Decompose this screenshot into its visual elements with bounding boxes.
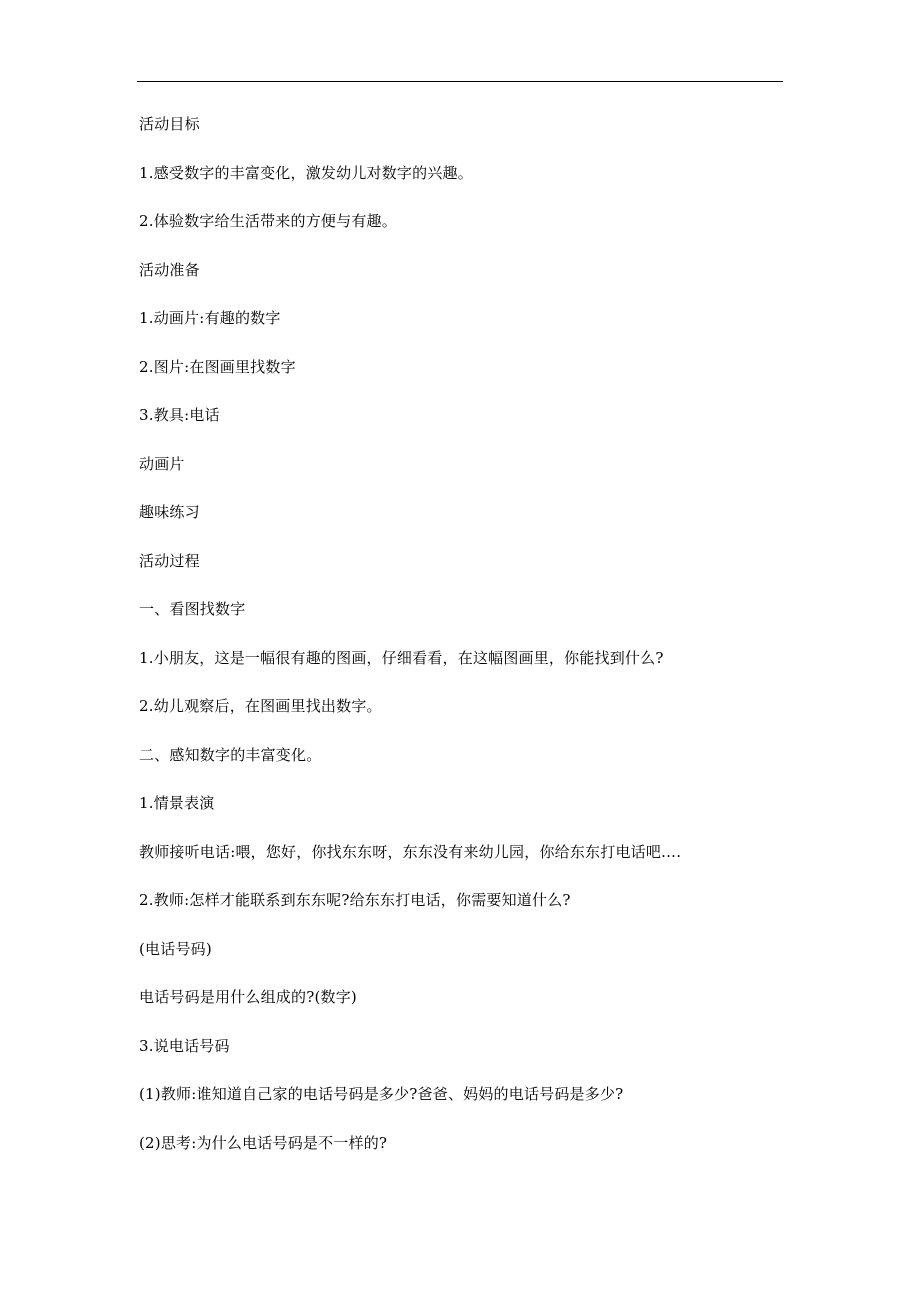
scenario-heading: 1.情景表演 — [139, 794, 215, 812]
process-step-2: 2.幼儿观察后，在图画里找出数字。 — [139, 697, 382, 715]
section-heading-activity-process: 活动过程 — [139, 551, 200, 570]
phone-number-question: 电话号码是用什么组成的?(数字) — [139, 988, 357, 1006]
header-rule — [137, 81, 783, 82]
teacher-phone-dialogue: 教师接听电话:喂，您好，你找东东呀，东东没有来幼儿园，你给东东打电话吧…. — [139, 842, 682, 861]
text-line-animation: 动画片 — [139, 454, 185, 473]
sub-step-1: (1)教师:谁知道自己家的电话号码是多少?爸爸、妈妈的电话号码是多少? — [139, 1085, 624, 1103]
sub-step-2: (2)思考:为什么电话号码是不一样的? — [139, 1133, 388, 1152]
section-heading-activity-goals: 活动目标 — [139, 115, 200, 133]
teacher-question: 2.教师:怎样才能联系到东东呢?给东东打电话，你需要知道什么? — [139, 891, 571, 909]
answer-phone-number: (电话号码) — [139, 939, 212, 958]
subsection-heading-find-numbers: 一、看图找数字 — [139, 600, 246, 618]
text-line-fun-practice: 趣味练习 — [139, 503, 200, 521]
preparation-item-2: 2.图片:在图画里找数字 — [139, 357, 296, 376]
document-body — [139, 113, 799, 1180]
goal-item-2: 2.体验数字给生活带来的方便与有趣。 — [139, 212, 397, 230]
subsection-heading-number-changes: 二、感知数字的丰富变化。 — [139, 745, 322, 764]
preparation-item-1: 1.动画片:有趣的数字 — [139, 309, 281, 327]
preparation-item-3: 3.教具:电话 — [139, 406, 220, 424]
section-heading-activity-preparation: 活动准备 — [139, 260, 200, 279]
process-step-1: 1.小朋友，这是一幅很有趣的图画，仔细看看，在这幅图画里，你能找到什么? — [139, 648, 664, 667]
goal-item-1: 1.感受数字的丰富变化，激发幼儿对数字的兴趣。 — [139, 163, 473, 182]
say-phone-number-heading: 3.说电话号码 — [139, 1036, 230, 1055]
